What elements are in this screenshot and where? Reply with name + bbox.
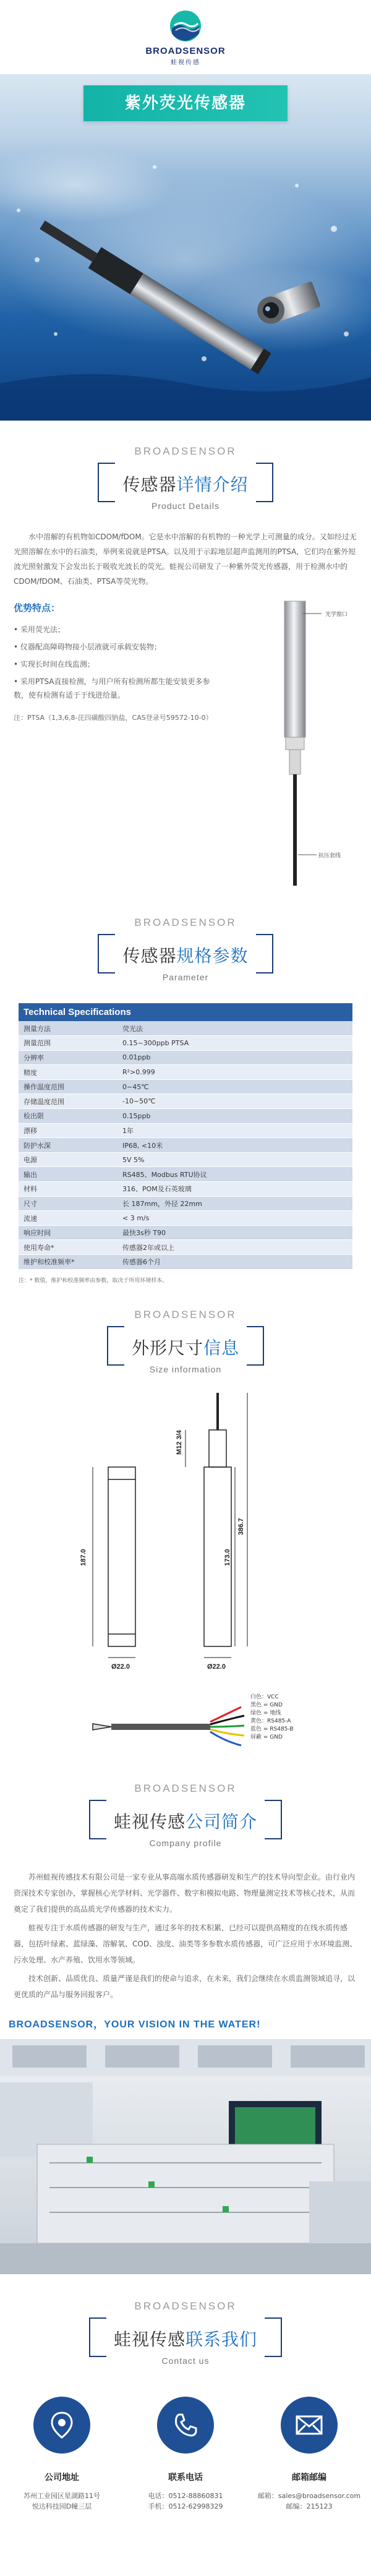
- legend-item: 黄色：RS485-A: [250, 1718, 291, 1724]
- spec-value: RS485、Modbus RTU协议: [117, 1167, 352, 1182]
- mail-block: [247, 2397, 371, 2512]
- details-title: 传感器详情介绍: [122, 474, 249, 495]
- contact-subtitle: Contact us: [161, 2355, 210, 2366]
- company-paragraph: 蛙视专注于水质传感器的研发与生产，通过多年的技术积累，已经可以提供高精度的在线水质传感器，包括叶绿素、蓝绿藻、溶解氧、COD、浊度、油类等多参数水质传感器，可广泛应用于水环境监测、污水处理、水产养殖、饮用水等领域。: [14, 1923, 357, 1964]
- spec-row: [19, 1065, 352, 1080]
- mail-title: 邮箱邮编: [292, 2472, 326, 2483]
- factory-illustration: [0, 2039, 371, 2274]
- details-paragraph: 水中溶解的有机物如CDOM/fDOM。它是水中溶解的有机物的一种光学上可测量的成分。又如经过无光照溶解在水中的石油类，举例来说就是PTSA。以及用于示踪地层超声监测用的PTSA，它们均在紫外短波光照射激发下会发出长于吸收光波长的荧光。蛙视公司研发了一种紫外荧光传感器，用于检测水中的CDOM/fDOM、石油类、PTSA等荧光物。: [14, 533, 357, 586]
- spec-table-title: Technical Specifications: [19, 1003, 352, 1021]
- spec-row: [19, 1079, 352, 1094]
- legend-item: 屏蔽 = GND: [250, 1734, 283, 1740]
- spec-value: -10~50℃: [117, 1094, 352, 1109]
- spec-value: 5V 5%: [117, 1152, 352, 1167]
- spec-footnote: 注：* 数值，维护和校准频率由参数，取决于所用环境样本。: [19, 1277, 168, 1284]
- spec-row: [19, 1255, 352, 1270]
- spec-key: 使用寿命*: [19, 1240, 117, 1255]
- spec-key: 漂移: [19, 1123, 117, 1138]
- spec-value: 0.15~300ppb PTSA: [117, 1036, 352, 1051]
- spec-row: [19, 1094, 352, 1109]
- spec-value: 传感器6个月: [117, 1255, 352, 1270]
- legend-item: 绿色 = 地线: [250, 1709, 281, 1716]
- factory-photo: [0, 2039, 371, 2274]
- phone-icon: [157, 2397, 214, 2454]
- spec-key: 流速: [19, 1211, 117, 1226]
- contact-brand: BROADSENSOR: [134, 2300, 237, 2312]
- spec-row: [19, 1225, 352, 1240]
- optical-window-label: 光学窗口: [325, 612, 348, 618]
- dimensions-subtitle: Size information: [149, 1364, 222, 1374]
- broadsensor-logo-icon: [168, 9, 203, 43]
- brand-header: [0, 0, 371, 74]
- spec-row: [19, 1021, 352, 1036]
- details-brand: BROADSENSOR: [134, 445, 237, 457]
- spec-key: 分辨率: [19, 1050, 117, 1065]
- company-subtitle: Company profile: [149, 1838, 222, 1848]
- spec-key: 操作温度范围: [19, 1079, 117, 1094]
- legend-item: 白色：VCC: [250, 1693, 279, 1700]
- mail-icon: [281, 2397, 338, 2454]
- company-paragraph: 苏州蛙视传感技术有限公司是一家专业从事高端水质传感器研发和生产的技术导向型企业。由行业内资深技术专家创办，掌握核心光学材料、光学器件、数字和模拟电路、物理量测定技术等核心技术，从而奠定了我们提供的高品质光学传感器的技术实力。: [14, 1872, 356, 1914]
- wire-legend: [250, 1693, 294, 1742]
- spec-value: 荧光法: [117, 1021, 352, 1036]
- spec-row: [19, 1211, 352, 1226]
- spec-value: 1年: [117, 1123, 352, 1138]
- dimensions-heading: [0, 1284, 371, 1380]
- details-subtitle: Product Details: [151, 501, 220, 511]
- address-title: 公司地址: [45, 2472, 79, 2483]
- advantage-item: • 仪器配高障碍物接小层液就可承载安装物；: [14, 643, 161, 651]
- phone-line[interactable]: 电话：0512-88860831: [148, 2491, 223, 2500]
- advantages-block: [14, 601, 218, 724]
- cable-label: 抗压套线: [318, 853, 341, 859]
- dimension-drawing: [0, 1380, 371, 1782]
- spec-key: 精度: [19, 1065, 117, 1080]
- svg-text:187.0: 187.0: [80, 1549, 87, 1566]
- params-title-box: [98, 934, 273, 988]
- advantages-title: 优势特点：: [14, 602, 61, 614]
- spec-row: [19, 1196, 352, 1211]
- mail-line[interactable]: 邮箱：sales@broadsensor.com: [257, 2491, 361, 2500]
- dimensions-brand: BROADSENSOR: [134, 1308, 237, 1320]
- spec-value: < 3 m/s: [117, 1211, 352, 1226]
- company-title-box: [89, 1800, 282, 1854]
- details-title-box: [98, 463, 273, 517]
- spec-value: R²>0.999: [117, 1065, 352, 1080]
- spec-key: 尺寸: [19, 1196, 117, 1211]
- phone-block: [124, 2397, 247, 2512]
- dimensions-title: 外形尺寸信息: [131, 1337, 240, 1358]
- hero-water-illustration: [0, 74, 371, 421]
- brand-name-en: BROADSENSOR: [145, 45, 226, 56]
- details-body: [0, 589, 371, 910]
- address-line: 苏州工业园区星湖路11号: [23, 2491, 100, 2500]
- spec-key: 响应时间: [19, 1225, 117, 1240]
- spec-key: 维护和校准频率*: [19, 1255, 117, 1270]
- svg-text:Ø22.0: Ø22.0: [207, 1662, 226, 1671]
- spec-row: [19, 1138, 352, 1153]
- phone-line[interactable]: 手机：0512-62998329: [148, 2502, 223, 2510]
- legend-item: 蓝色 = RS485-B: [250, 1726, 294, 1732]
- spec-key: 存储温度范围: [19, 1094, 117, 1109]
- hero-title: 紫外荧光传感器: [83, 85, 288, 121]
- dimension-drawing-svg: [0, 1380, 371, 1782]
- advantage-item: • 采用荧光法；: [14, 625, 65, 634]
- spec-row: [19, 1152, 352, 1167]
- svg-text:Ø22.0: Ø22.0: [111, 1662, 130, 1671]
- advantage-item: • 实现长时间在线监测；: [14, 660, 95, 669]
- contact-info: [0, 2372, 371, 2576]
- spec-key: 输出: [19, 1167, 117, 1182]
- spec-key: 电源: [19, 1152, 117, 1167]
- spec-row: [19, 1240, 352, 1255]
- params-heading: [0, 910, 371, 988]
- spec-row: [19, 1182, 352, 1197]
- params-subtitle: Parameter: [162, 972, 209, 982]
- svg-text:386.7: 386.7: [237, 1518, 245, 1535]
- brand-name-cn: 蛙视传感: [171, 59, 200, 66]
- sensor-product-image: [247, 595, 359, 898]
- ptsa-note: 注：PTSA（1,3,6,8-芘四磺酸四钠盐，CAS登录号59572-10-0）: [14, 714, 213, 722]
- mail-line: 邮编：215123: [286, 2502, 333, 2510]
- spec-value: 0.15ppb: [117, 1109, 352, 1124]
- phone-title: 联系电话: [168, 2472, 203, 2483]
- spec-key: 检出限: [19, 1109, 117, 1124]
- company-paragraph: 技术创新、品质优良、质量严谨是我们的使命与追求，在未来，我们会继续在水质监测领域追寻，以更优质的产品与服务回报客户。: [14, 1974, 356, 1999]
- spec-key: 材料: [19, 1182, 117, 1197]
- spec-key: 测量范围: [19, 1036, 117, 1051]
- params-title: 传感器规格参数: [122, 946, 249, 966]
- hero-banner: [0, 74, 371, 421]
- address-line: 悦达科技园D幢三层: [32, 2502, 92, 2510]
- company-heading: [0, 1782, 371, 1854]
- spec-table: [19, 1003, 352, 1270]
- company-title: 蛙视传感公司简介: [113, 1811, 258, 1832]
- advantage-item: • 采用PTSA直接检测，与用户所有检测所都生能安装更多参数，使有检测有适于于线进给量。: [14, 677, 210, 700]
- spec-value: 传感器2年或以上: [117, 1240, 352, 1255]
- spec-value: 0~45℃: [117, 1079, 352, 1094]
- company-slogan: BROADSENSOR，YOUR VISION IN THE WATER!: [9, 2019, 261, 2030]
- spec-value: IP68, <10米: [117, 1138, 352, 1153]
- spec-row: [19, 1167, 352, 1182]
- spec-row: [19, 1036, 352, 1051]
- spec-value: 0.01ppb: [117, 1050, 352, 1065]
- spec-row: [19, 1050, 352, 1065]
- address-block: [0, 2397, 124, 2512]
- spec-value: 316、POM及石英玻璃: [117, 1182, 352, 1197]
- company-brand: BROADSENSOR: [134, 1782, 237, 1794]
- legend-item: 黑色 = GND: [250, 1701, 283, 1708]
- svg-text:173.0: 173.0: [224, 1549, 231, 1566]
- spec-key: 测量方法: [19, 1021, 117, 1036]
- contact-title-box: [89, 2317, 282, 2372]
- details-heading: [0, 421, 371, 517]
- contact-title: 蛙视传感联系我们: [113, 2329, 258, 2350]
- spec-row: [19, 1123, 352, 1138]
- svg-text:M12 3/4: M12 3/4: [176, 1429, 183, 1455]
- contact-heading: [0, 2274, 371, 2372]
- spec-value: 长 187mm，外径 22mm: [117, 1196, 352, 1211]
- spec-key: 防护水深: [19, 1138, 117, 1153]
- dimensions-title-box: [107, 1326, 264, 1380]
- location-icon: [33, 2397, 90, 2454]
- spec-value: 最快3s秒 T90: [117, 1225, 352, 1240]
- params-brand: BROADSENSOR: [134, 917, 237, 928]
- spec-row: [19, 1109, 352, 1124]
